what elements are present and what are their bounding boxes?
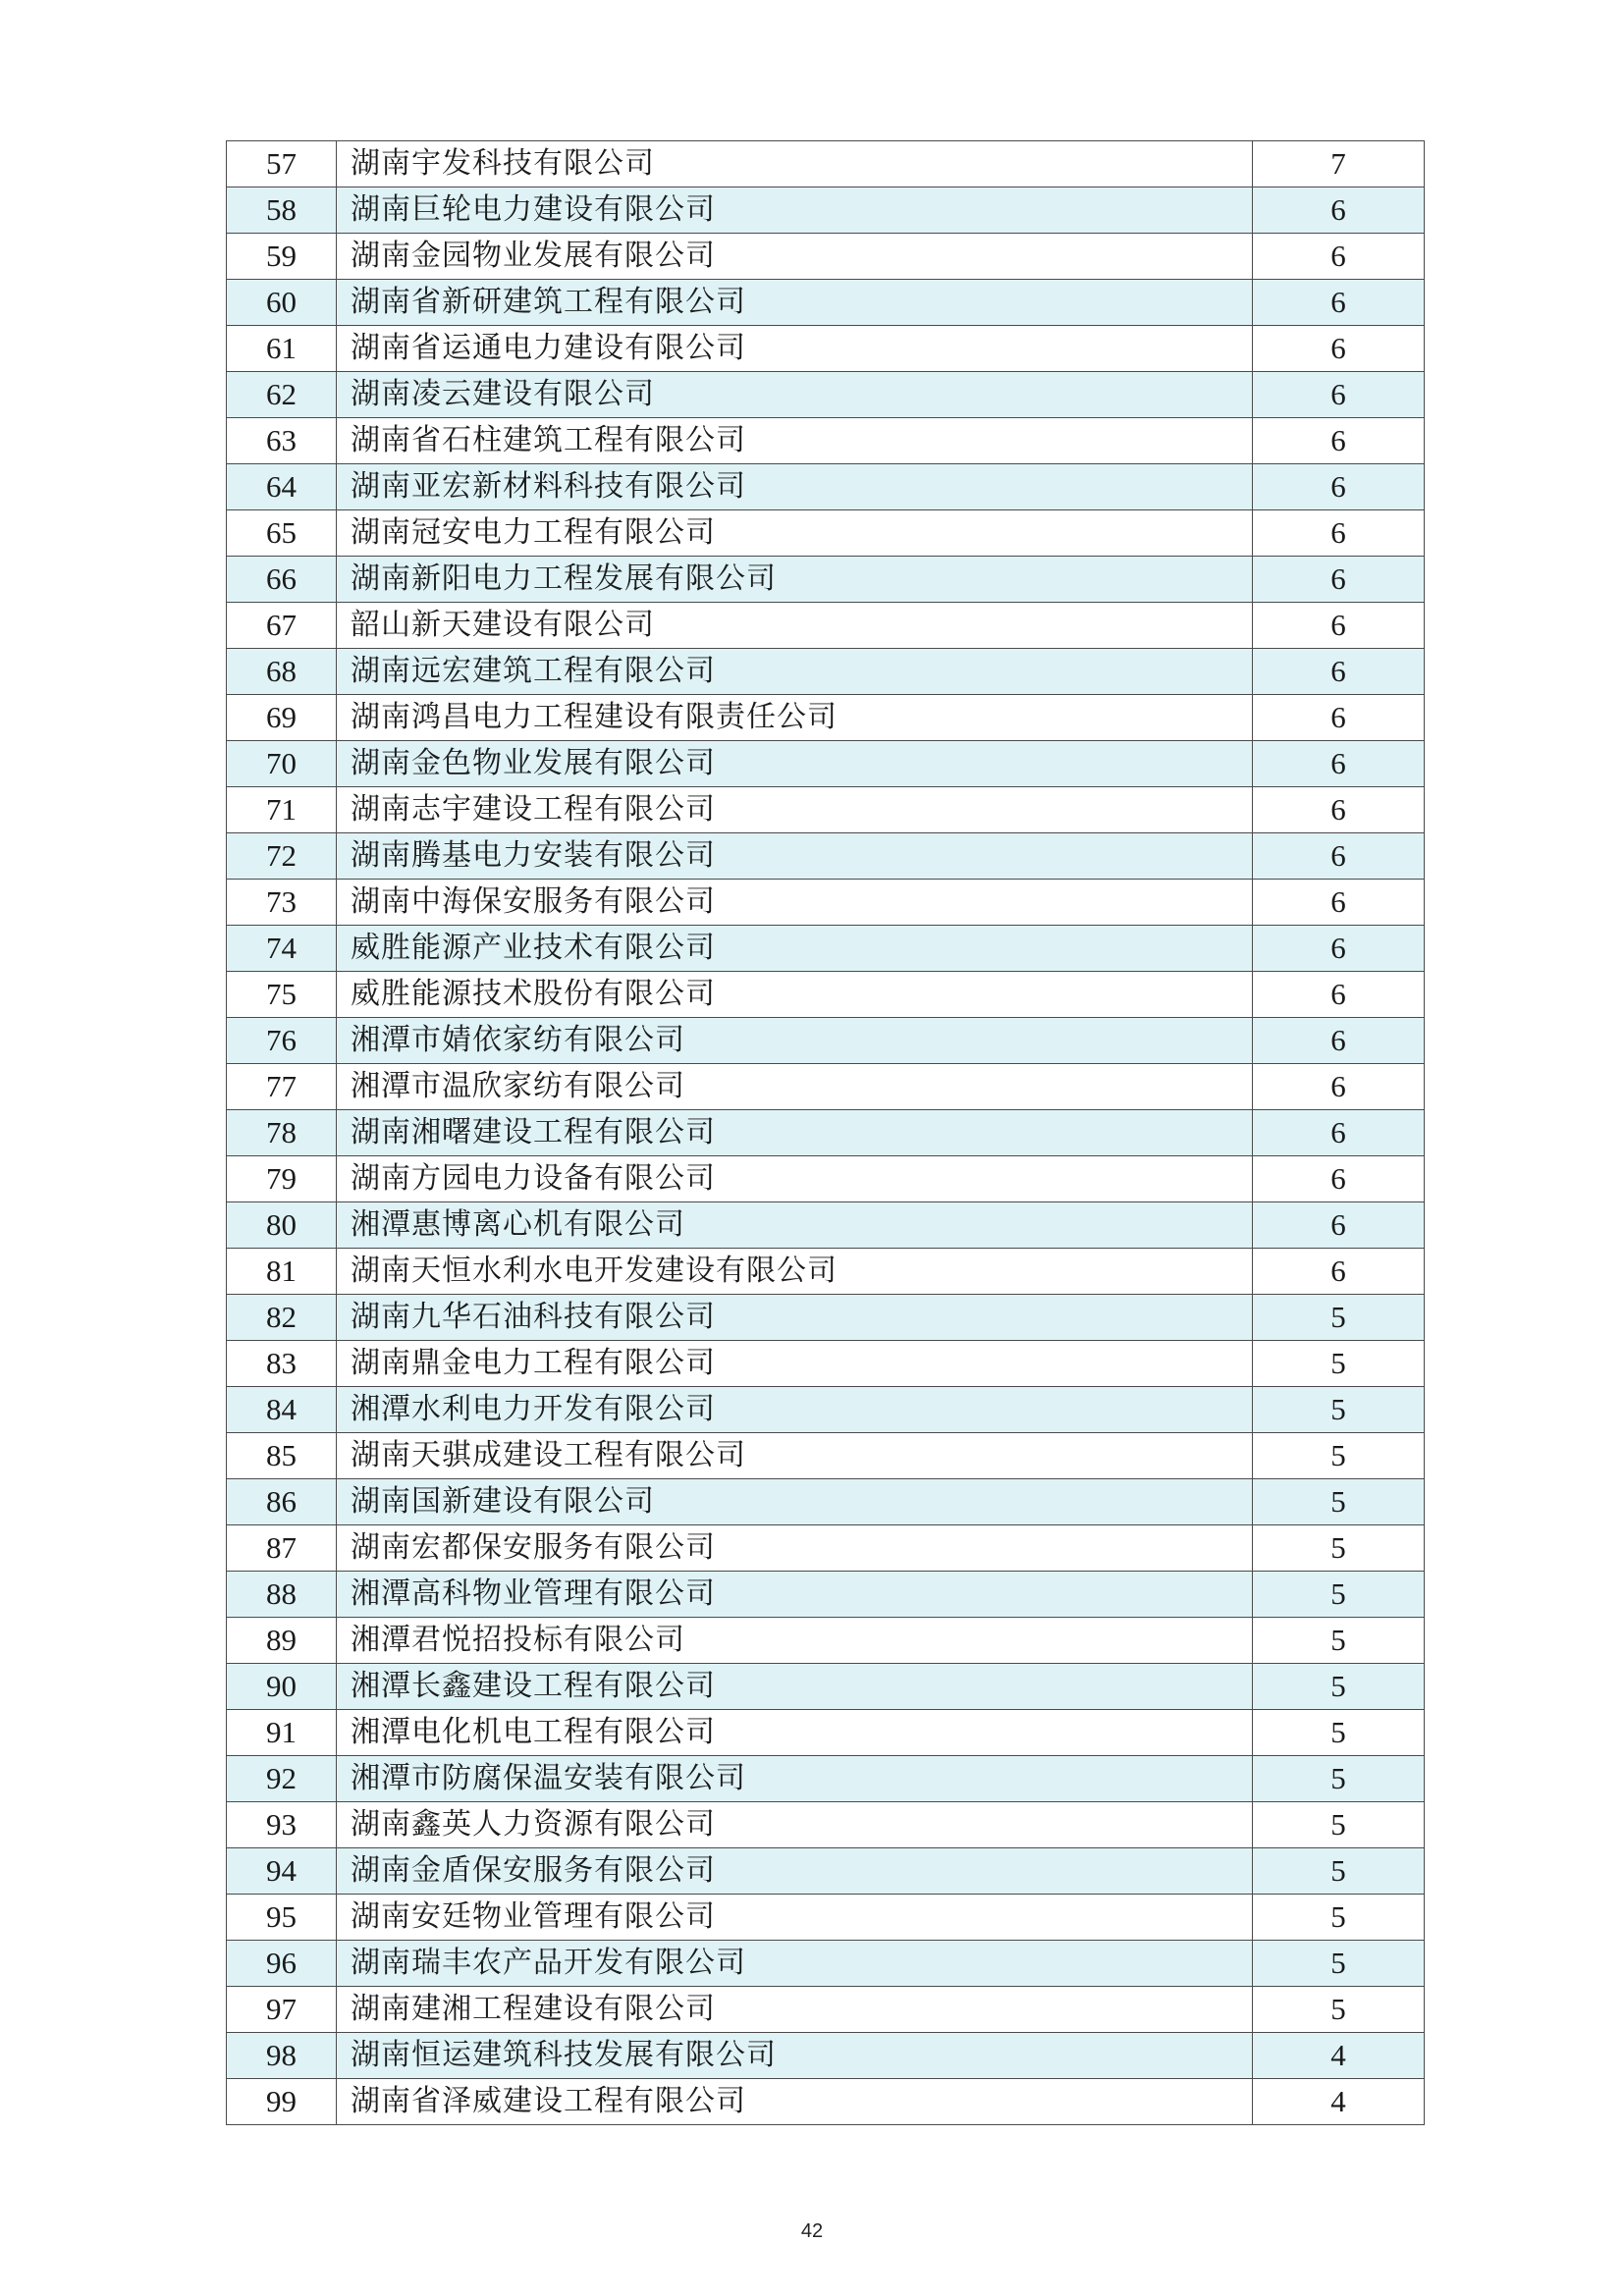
- row-number: 66: [227, 557, 337, 603]
- count-value: 5: [1253, 1895, 1425, 1941]
- table-row: [227, 418, 1425, 464]
- company-name: 湖南建湘工程建设有限公司: [337, 1987, 1253, 2033]
- table-row: [227, 649, 1425, 695]
- row-number: 90: [227, 1664, 337, 1710]
- row-number: 94: [227, 1848, 337, 1895]
- company-name: 湖南瑞丰农产品开发有限公司: [337, 1941, 1253, 1987]
- table-row: [227, 1433, 1425, 1479]
- row-number: 61: [227, 326, 337, 372]
- company-name: 湖南凌云建设有限公司: [337, 372, 1253, 418]
- company-name: 湖南冠安电力工程有限公司: [337, 510, 1253, 557]
- table-row: [227, 1941, 1425, 1987]
- table-row: [227, 280, 1425, 326]
- row-number: 81: [227, 1249, 337, 1295]
- company-name: 威胜能源产业技术有限公司: [337, 926, 1253, 972]
- company-name: 湘潭君悦招投标有限公司: [337, 1618, 1253, 1664]
- count-value: 6: [1253, 1156, 1425, 1202]
- count-value: 5: [1253, 1710, 1425, 1756]
- count-value: 5: [1253, 1295, 1425, 1341]
- company-name: 湖南湘曙建设工程有限公司: [337, 1110, 1253, 1156]
- row-number: 70: [227, 741, 337, 787]
- row-number: 74: [227, 926, 337, 972]
- row-number: 82: [227, 1295, 337, 1341]
- count-value: 6: [1253, 926, 1425, 972]
- company-name: 湖南方园电力设备有限公司: [337, 1156, 1253, 1202]
- company-name: 湖南恒运建筑科技发展有限公司: [337, 2033, 1253, 2079]
- table-row: [227, 1110, 1425, 1156]
- row-number: 72: [227, 833, 337, 880]
- company-name: 湖南省运通电力建设有限公司: [337, 326, 1253, 372]
- row-number: 77: [227, 1064, 337, 1110]
- company-name: 湖南新阳电力工程发展有限公司: [337, 557, 1253, 603]
- row-number: 92: [227, 1756, 337, 1802]
- count-value: 5: [1253, 1664, 1425, 1710]
- company-name: 湖南省新研建筑工程有限公司: [337, 280, 1253, 326]
- company-name: 湖南省石柱建筑工程有限公司: [337, 418, 1253, 464]
- table-row: [227, 833, 1425, 880]
- table-row: [227, 1895, 1425, 1941]
- row-number: 89: [227, 1618, 337, 1664]
- row-number: 84: [227, 1387, 337, 1433]
- table-row: [227, 1387, 1425, 1433]
- row-number: 73: [227, 880, 337, 926]
- table-row: [227, 1987, 1425, 2033]
- row-number: 83: [227, 1341, 337, 1387]
- row-number: 85: [227, 1433, 337, 1479]
- company-name: 湘潭长鑫建设工程有限公司: [337, 1664, 1253, 1710]
- company-name: 湖南安廷物业管理有限公司: [337, 1895, 1253, 1941]
- company-name: 湖南宏都保安服务有限公司: [337, 1525, 1253, 1572]
- table-row: [227, 1341, 1425, 1387]
- table-row: [227, 1249, 1425, 1295]
- count-value: 6: [1253, 418, 1425, 464]
- count-value: 6: [1253, 510, 1425, 557]
- count-value: 6: [1253, 603, 1425, 649]
- count-value: 6: [1253, 557, 1425, 603]
- company-name: 湖南鑫英人力资源有限公司: [337, 1802, 1253, 1848]
- row-number: 75: [227, 972, 337, 1018]
- count-value: 5: [1253, 1987, 1425, 2033]
- company-name: 湖南巨轮电力建设有限公司: [337, 187, 1253, 234]
- company-name: 湘潭惠博离心机有限公司: [337, 1202, 1253, 1249]
- table-row: [227, 464, 1425, 510]
- table-row: [227, 1848, 1425, 1895]
- count-value: 5: [1253, 1848, 1425, 1895]
- table-row: [227, 2033, 1425, 2079]
- count-value: 6: [1253, 1202, 1425, 1249]
- table-row: [227, 603, 1425, 649]
- count-value: 4: [1253, 2079, 1425, 2125]
- company-name: 湖南宇发科技有限公司: [337, 141, 1253, 187]
- table-body: [227, 141, 1425, 2125]
- table-row: [227, 372, 1425, 418]
- row-number: 63: [227, 418, 337, 464]
- table-row: [227, 1064, 1425, 1110]
- row-number: 59: [227, 234, 337, 280]
- row-number: 76: [227, 1018, 337, 1064]
- row-number: 86: [227, 1479, 337, 1525]
- count-value: 4: [1253, 2033, 1425, 2079]
- company-name: 湘潭市温欣家纺有限公司: [337, 1064, 1253, 1110]
- count-value: 5: [1253, 1572, 1425, 1618]
- company-name: 湖南中海保安服务有限公司: [337, 880, 1253, 926]
- table-row: [227, 141, 1425, 187]
- table-row: [227, 326, 1425, 372]
- row-number: 64: [227, 464, 337, 510]
- table-row: [227, 1525, 1425, 1572]
- company-name: 湖南亚宏新材料科技有限公司: [337, 464, 1253, 510]
- company-name: 湖南天恒水利水电开发建设有限公司: [337, 1249, 1253, 1295]
- company-name: 湖南省泽威建设工程有限公司: [337, 2079, 1253, 2125]
- count-value: 6: [1253, 1249, 1425, 1295]
- row-number: 98: [227, 2033, 337, 2079]
- page-number: 42: [800, 2220, 824, 2242]
- count-value: 6: [1253, 880, 1425, 926]
- count-value: 6: [1253, 741, 1425, 787]
- table-row: [227, 1572, 1425, 1618]
- company-ranking-table: [226, 140, 1425, 2125]
- table-row: [227, 880, 1425, 926]
- table-row: [227, 741, 1425, 787]
- table-row: [227, 972, 1425, 1018]
- count-value: 6: [1253, 833, 1425, 880]
- table-row: [227, 1802, 1425, 1848]
- row-number: 87: [227, 1525, 337, 1572]
- count-value: 5: [1253, 1479, 1425, 1525]
- company-name: 湖南鸿昌电力工程建设有限责任公司: [337, 695, 1253, 741]
- count-value: 7: [1253, 141, 1425, 187]
- count-value: 6: [1253, 1110, 1425, 1156]
- row-number: 58: [227, 187, 337, 234]
- count-value: 6: [1253, 649, 1425, 695]
- table-row: [227, 1156, 1425, 1202]
- row-number: 95: [227, 1895, 337, 1941]
- table-row: [227, 787, 1425, 833]
- count-value: 5: [1253, 1341, 1425, 1387]
- count-value: 6: [1253, 326, 1425, 372]
- company-name: 湖南天骐成建设工程有限公司: [337, 1433, 1253, 1479]
- count-value: 5: [1253, 1802, 1425, 1848]
- row-number: 68: [227, 649, 337, 695]
- count-value: 5: [1253, 1433, 1425, 1479]
- company-name: 湘潭市防腐保温安装有限公司: [337, 1756, 1253, 1802]
- company-name: 湖南腾基电力安装有限公司: [337, 833, 1253, 880]
- row-number: 60: [227, 280, 337, 326]
- row-number: 96: [227, 1941, 337, 1987]
- table-row: [227, 695, 1425, 741]
- row-number: 93: [227, 1802, 337, 1848]
- company-name: 湖南鼎金电力工程有限公司: [337, 1341, 1253, 1387]
- table-row: [227, 1202, 1425, 1249]
- row-number: 91: [227, 1710, 337, 1756]
- table-row: [227, 1479, 1425, 1525]
- table-row: [227, 234, 1425, 280]
- table-row: [227, 557, 1425, 603]
- count-value: 6: [1253, 372, 1425, 418]
- row-number: 80: [227, 1202, 337, 1249]
- row-number: 79: [227, 1156, 337, 1202]
- row-number: 57: [227, 141, 337, 187]
- table-row: [227, 2079, 1425, 2125]
- count-value: 5: [1253, 1525, 1425, 1572]
- row-number: 62: [227, 372, 337, 418]
- row-number: 69: [227, 695, 337, 741]
- count-value: 6: [1253, 464, 1425, 510]
- company-name: 湖南金色物业发展有限公司: [337, 741, 1253, 787]
- company-name: 湘潭市婧依家纺有限公司: [337, 1018, 1253, 1064]
- count-value: 6: [1253, 234, 1425, 280]
- table-row: [227, 1664, 1425, 1710]
- company-name: 湖南国新建设有限公司: [337, 1479, 1253, 1525]
- count-value: 5: [1253, 1941, 1425, 1987]
- company-name: 湖南金园物业发展有限公司: [337, 234, 1253, 280]
- count-value: 6: [1253, 1018, 1425, 1064]
- row-number: 99: [227, 2079, 337, 2125]
- table-row: [227, 1756, 1425, 1802]
- count-value: 6: [1253, 1064, 1425, 1110]
- count-value: 6: [1253, 972, 1425, 1018]
- table-row: [227, 1295, 1425, 1341]
- count-value: 5: [1253, 1387, 1425, 1433]
- count-value: 6: [1253, 187, 1425, 234]
- company-name: 湘潭水利电力开发有限公司: [337, 1387, 1253, 1433]
- row-number: 67: [227, 603, 337, 649]
- row-number: 71: [227, 787, 337, 833]
- table-row: [227, 1710, 1425, 1756]
- company-name: 湖南远宏建筑工程有限公司: [337, 649, 1253, 695]
- company-name: 湘潭电化机电工程有限公司: [337, 1710, 1253, 1756]
- table-row: [227, 187, 1425, 234]
- company-name: 湖南金盾保安服务有限公司: [337, 1848, 1253, 1895]
- row-number: 78: [227, 1110, 337, 1156]
- count-value: 5: [1253, 1618, 1425, 1664]
- company-name: 韶山新天建设有限公司: [337, 603, 1253, 649]
- count-value: 6: [1253, 695, 1425, 741]
- table-row: [227, 1618, 1425, 1664]
- company-name: 威胜能源技术股份有限公司: [337, 972, 1253, 1018]
- row-number: 88: [227, 1572, 337, 1618]
- company-name: 湖南九华石油科技有限公司: [337, 1295, 1253, 1341]
- count-value: 6: [1253, 787, 1425, 833]
- table-row: [227, 926, 1425, 972]
- table-row: [227, 1018, 1425, 1064]
- row-number: 97: [227, 1987, 337, 2033]
- count-value: 5: [1253, 1756, 1425, 1802]
- count-value: 6: [1253, 280, 1425, 326]
- company-name: 湘潭高科物业管理有限公司: [337, 1572, 1253, 1618]
- company-name: 湖南志宇建设工程有限公司: [337, 787, 1253, 833]
- row-number: 65: [227, 510, 337, 557]
- table-row: [227, 510, 1425, 557]
